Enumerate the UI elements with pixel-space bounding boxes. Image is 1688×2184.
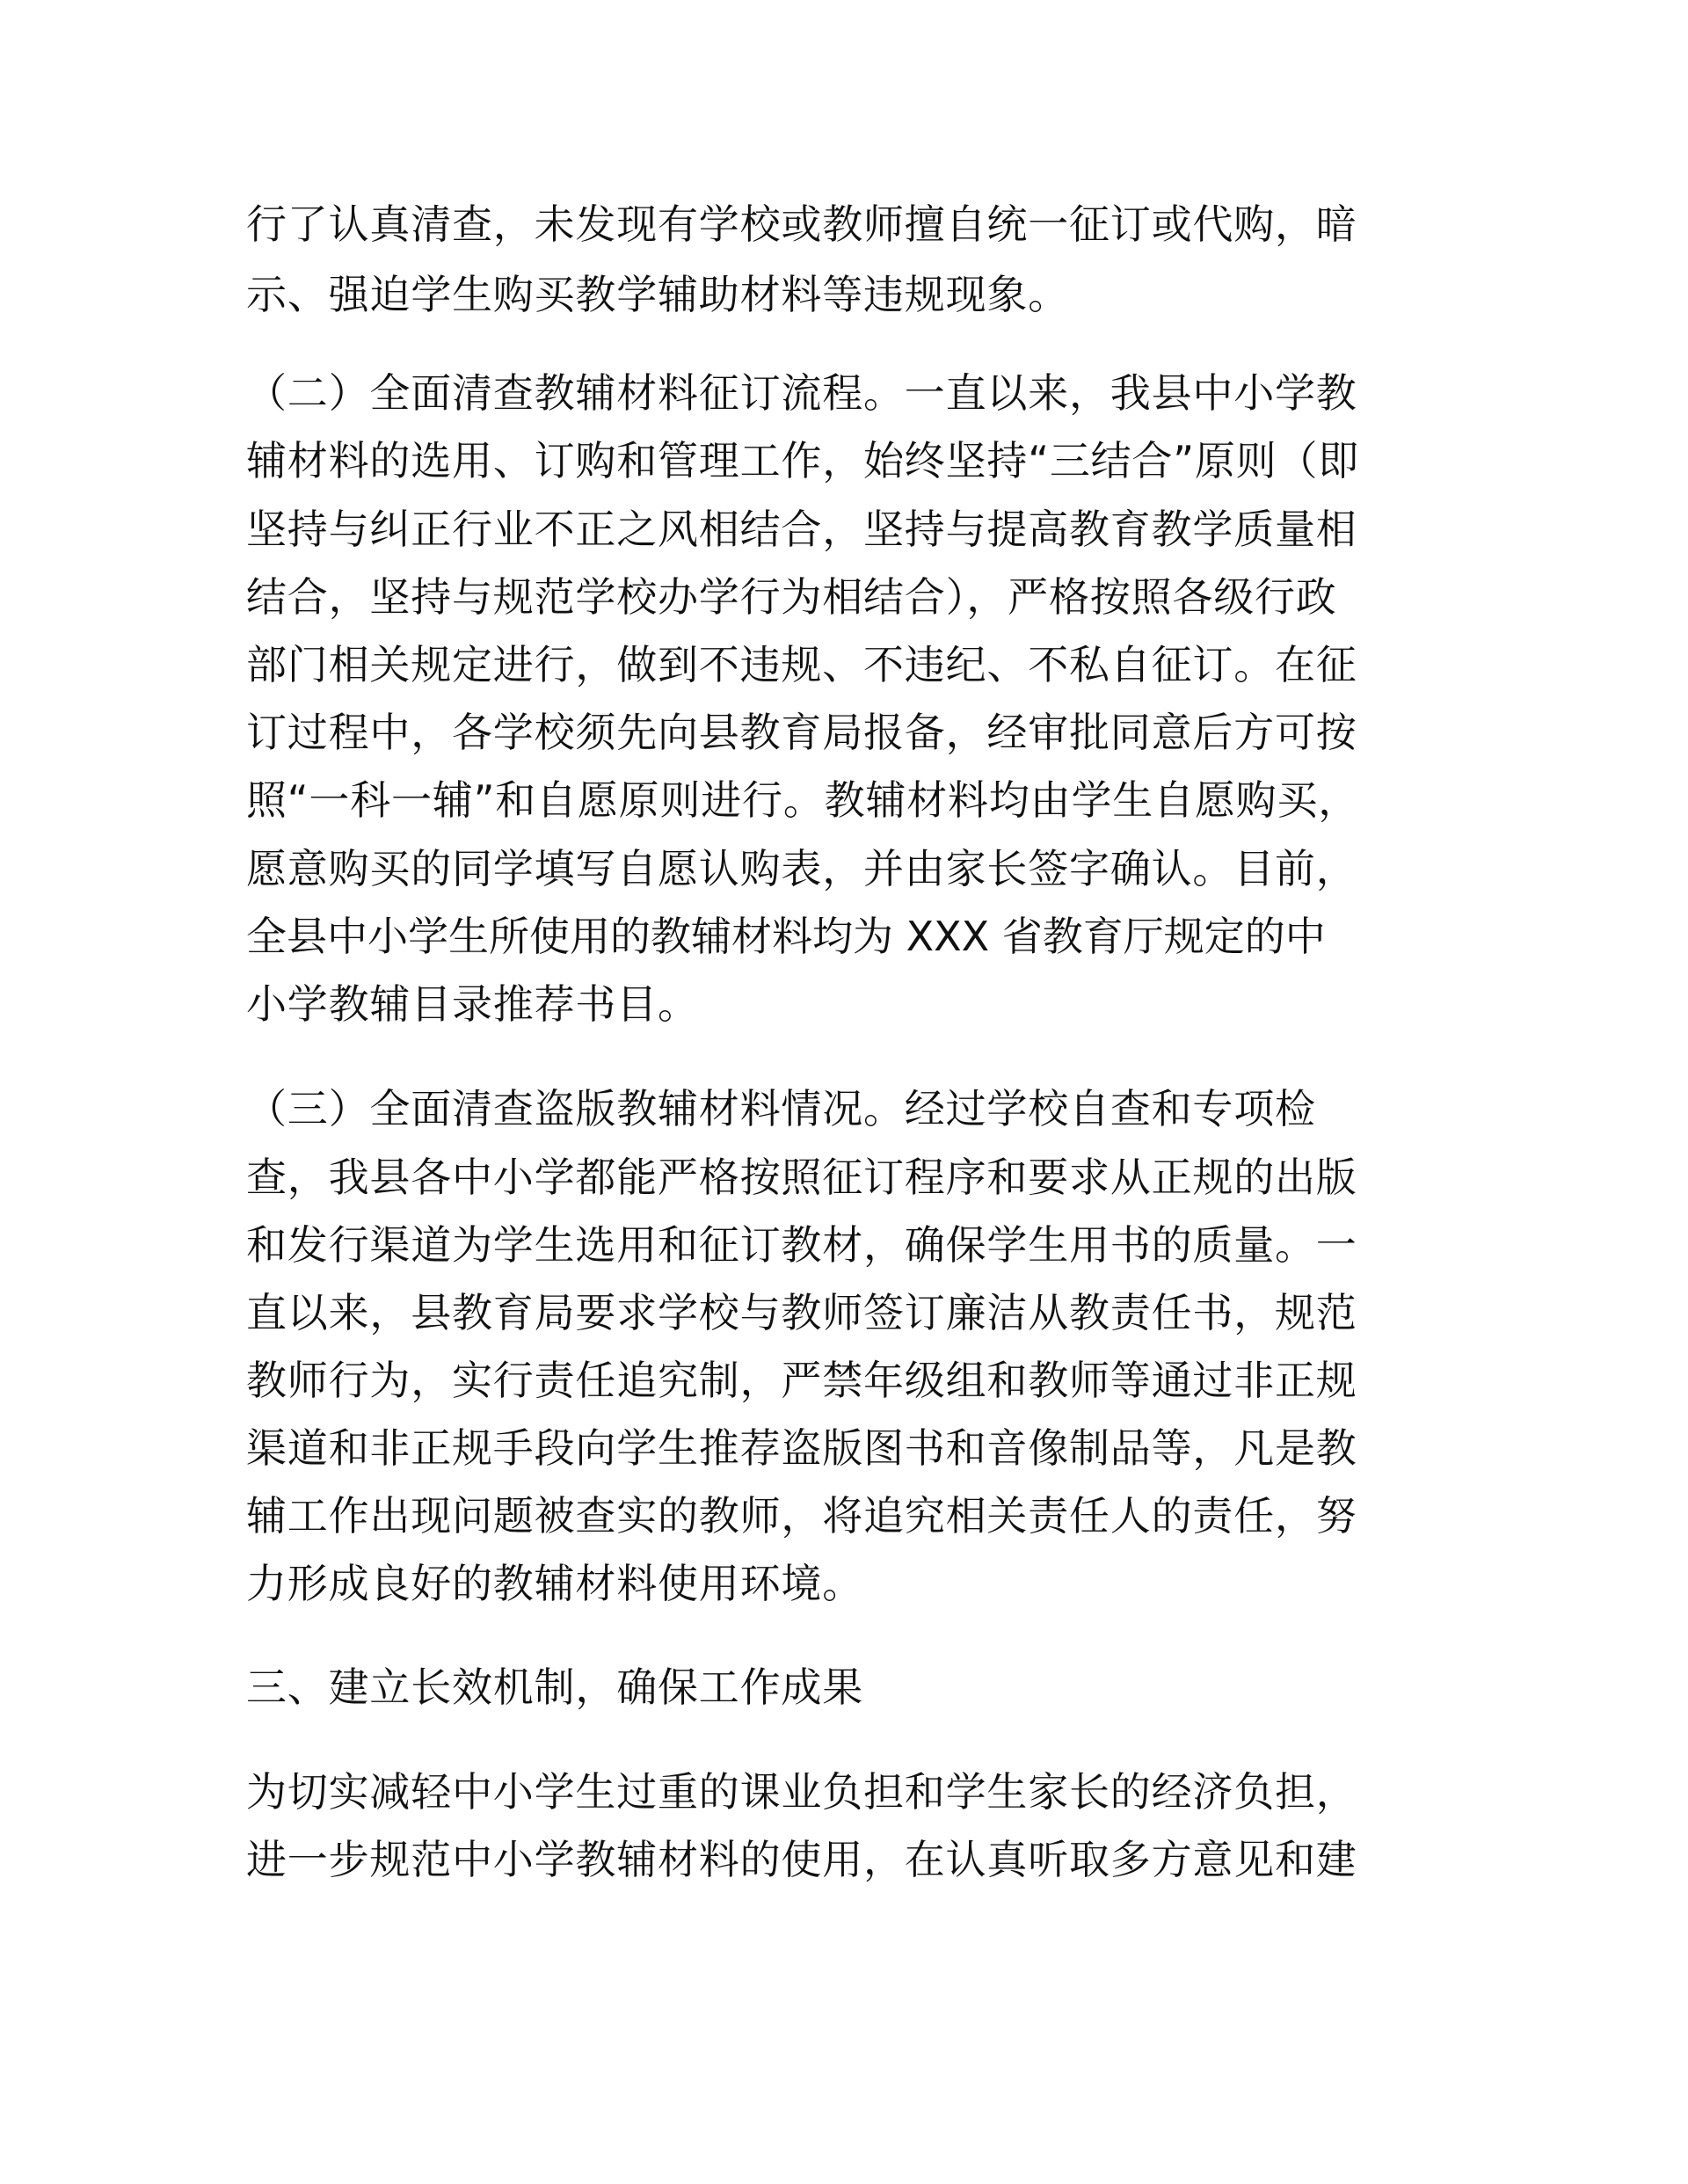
paragraph-2-line-6: 订过程中，各学校须先向县教育局报备，经审批同意后方可按 [246, 709, 1357, 756]
paragraph-3-line-2: 查，我县各中小学都能严格按照征订程序和要求从正规的出版 [246, 1154, 1357, 1201]
paragraph-2-line-1: （二）全面清查教辅材料征订流程。一直以来，我县中小学教 [246, 369, 1357, 417]
paragraph-3-line-1: （三）全面清查盗版教辅材料情况。经过学校自查和专项检 [246, 1085, 1316, 1132]
paragraph-2-line-5: 部门相关规定进行，做到不违规、不违纪、不私自征订。在征 [246, 641, 1357, 688]
paragraph-1-line-1: 行了认真清查，未发现有学校或教师擅自统一征订或代购，暗 [246, 200, 1357, 248]
paragraph-1-line-2: 示、强迫学生购买教学辅助材料等违规现象。 [246, 271, 1069, 318]
paragraph-2-line-9: 全县中小学生所使用的教辅材料均为 XXX 省教育厅规定的中 [246, 913, 1326, 960]
paragraph-2-line-4: 结合，坚持与规范学校办学行为相结合），严格按照各级行政 [246, 573, 1337, 621]
paragraph-3-line-5: 教师行为，实行责任追究制，严禁年级组和教师等通过非正规 [246, 1357, 1357, 1404]
closing-paragraph-line-2: 进一步规范中小学教辅材料的使用，在认真听取多方意见和建 [246, 1836, 1357, 1883]
section-heading: 三、建立长效机制，确保工作成果 [246, 1663, 863, 1711]
paragraph-3-line-3: 和发行渠道为学生选用和征订教材，确保学生用书的质量。一 [246, 1221, 1357, 1269]
paragraph-3-line-4: 直以来，县教育局要求学校与教师签订廉洁从教责任书，规范 [246, 1289, 1357, 1336]
paragraph-2-line-8: 愿意购买的同学填写自愿认购表，并由家长签字确认。目前， [246, 845, 1357, 892]
closing-paragraph-line-1: 为切实减轻中小学生过重的课业负担和学生家长的经济负担， [246, 1768, 1357, 1816]
paragraph-2-line-10: 小学教辅目录推荐书目。 [246, 980, 699, 1028]
paragraph-3-line-6: 渠道和非正规手段向学生推荐盗版图书和音像制品等，凡是教 [246, 1424, 1357, 1472]
paragraph-2-line-7: 照“一科一辅”和自愿原则进行。教辅材料均由学生自愿购买， [246, 776, 1360, 824]
paragraph-3-line-7: 辅工作出现问题被查实的教师，将追究相关责任人的责任，努 [246, 1492, 1357, 1540]
paragraph-3-line-8: 力形成良好的教辅材料使用环境。 [246, 1560, 863, 1607]
paragraph-2-line-3: 坚持与纠正行业不正之风相结合，坚持与提高教育教学质量相 [246, 506, 1357, 553]
paragraph-2-line-2: 辅材料的选用、订购和管理工作，始终坚持“三结合”原则（即 [246, 437, 1360, 484]
